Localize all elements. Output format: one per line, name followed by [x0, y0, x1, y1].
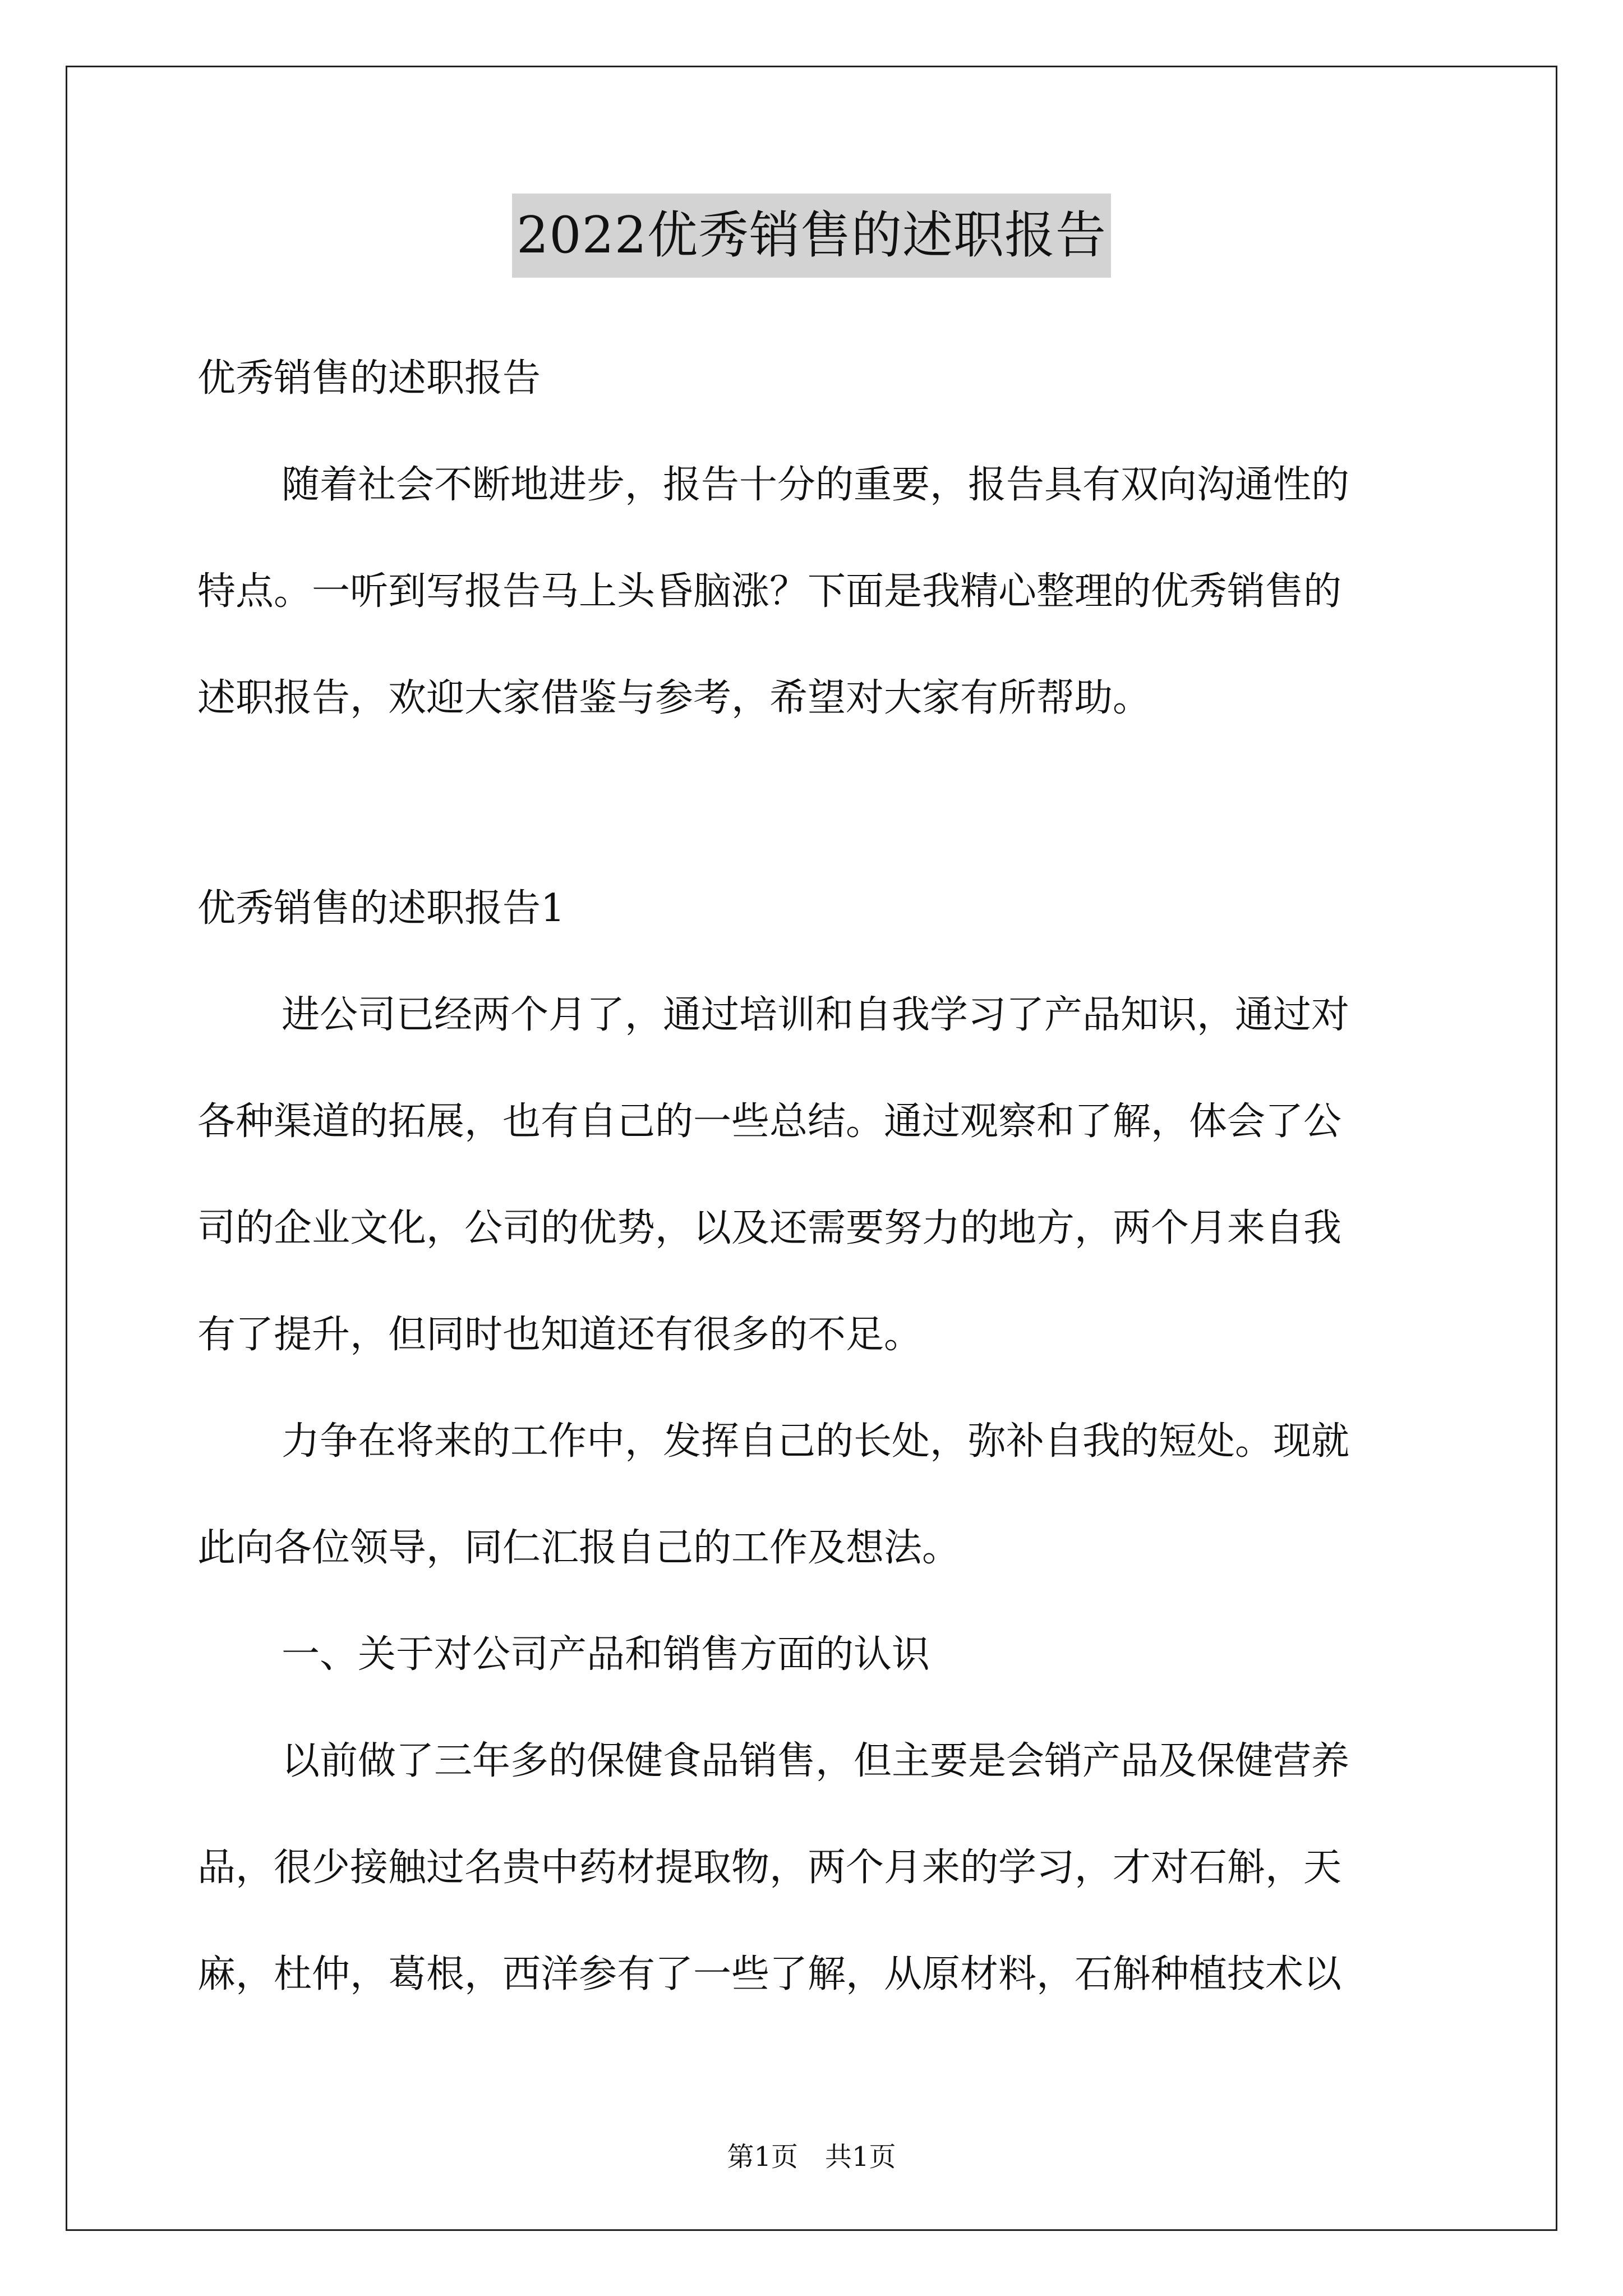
para3-line-3: 麻，杜仲，葛根，西洋参有了一些了解，从原材料，石斛种植技术以	[197, 1952, 1342, 1996]
title-container	[0, 194, 1623, 278]
intro-line-1: 随着社会不断地进步，报告十分的重要，报告具有双向沟通性的	[282, 463, 1350, 507]
para1-line-3: 司的企业文化，公司的优势，以及还需要努力的地方，两个月来自我	[197, 1206, 1342, 1250]
page-footer	[0, 2140, 1623, 2174]
para1-line-4: 有了提升，但同时也知道还有很多的不足。	[197, 1313, 923, 1357]
para2-line-1: 力争在将来的工作中，发挥自己的长处，弥补自我的短处。现就	[282, 1419, 1350, 1464]
para3-line-1: 以前做了三年多的保健食品销售，但主要是会销产品及保健营养	[282, 1739, 1350, 1783]
document-subtitle: 优秀销售的述职报告	[197, 356, 541, 401]
page-number-current: 第1页	[727, 2141, 798, 2173]
page-number-total: 共1页	[825, 2141, 896, 2173]
section-heading: 优秀销售的述职报告1	[197, 886, 565, 931]
para1-line-1: 进公司已经两个月了，通过培训和自我学习了产品知识，通过对	[282, 993, 1350, 1037]
document-title: 2022优秀销售的述职报告	[512, 194, 1111, 278]
para2-line-2: 此向各位领导，同仁汇报自己的工作及想法。	[197, 1526, 961, 1570]
para3-line-2: 品，很少接触过名贵中药材提取物，两个月来的学习，才对石斛，天	[197, 1846, 1342, 1890]
subheading: 一、关于对公司产品和销售方面的认识	[282, 1632, 930, 1677]
intro-line-3: 述职报告，欢迎大家借鉴与参考，希望对大家有所帮助。	[197, 676, 1151, 720]
intro-line-2: 特点。一听到写报告马上头昏脑涨？下面是我精心整理的优秀销售的	[197, 569, 1342, 614]
para1-line-2: 各种渠道的拓展，也有自己的一些总结。通过观察和了解，体会了公	[197, 1099, 1342, 1144]
